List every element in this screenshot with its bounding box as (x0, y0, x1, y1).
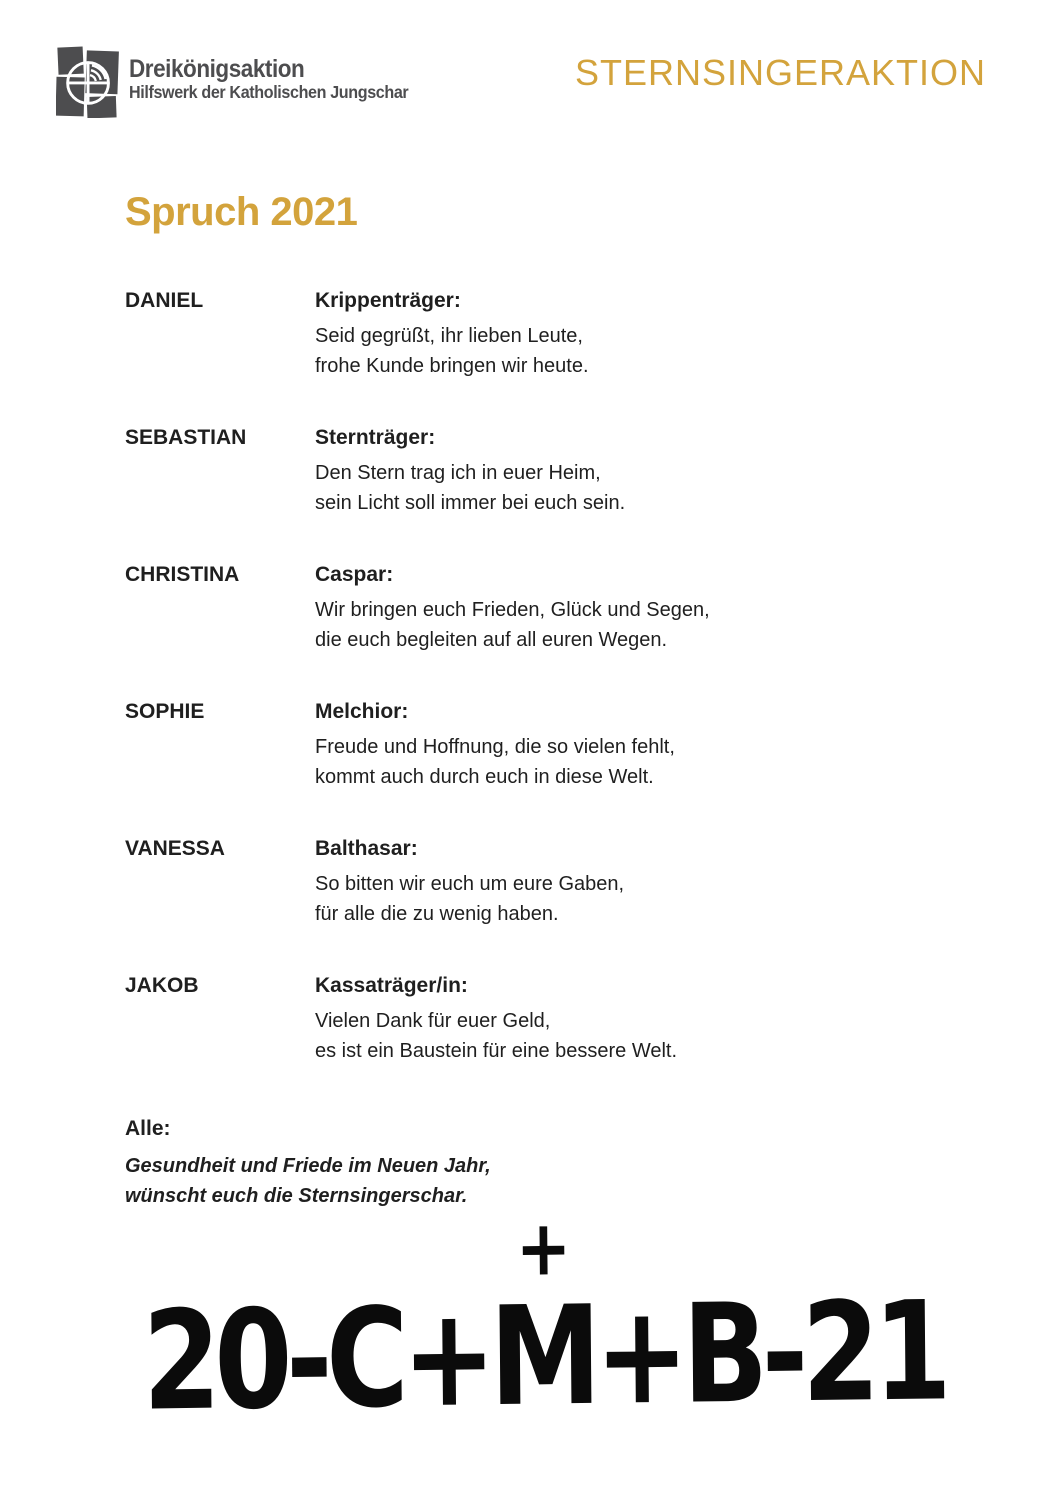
page-title: Spruch 2021 (125, 190, 358, 234)
speaker-name: DANIEL (125, 289, 204, 312)
verse-line: frohe Kunde bringen wir heute. (315, 355, 589, 377)
speaker-name: CHRISTINA (125, 563, 240, 586)
verse-line: für alle die zu wenig haben. (315, 903, 559, 925)
verse-lines (315, 321, 955, 381)
all-block (125, 1116, 955, 1211)
chalk-right: +B-21 (594, 1271, 946, 1436)
chalk-blessing-line (142, 1202, 946, 1442)
verse-lines (315, 458, 955, 518)
speaker-role: Melchior: (315, 700, 409, 723)
verse-line: So bitten wir euch um eure Gaben, (315, 873, 625, 895)
speaker-name: SOPHIE (125, 700, 205, 723)
speaker-role: Balthasar: (315, 837, 418, 860)
all-lines (125, 1151, 955, 1211)
speaker-role: Caspar: (315, 563, 394, 586)
dka-logo-icon (56, 44, 124, 118)
verse-line: Den Stern trag ich in euer Heim, (315, 462, 601, 484)
cross-glyph: + (515, 1202, 572, 1293)
verse-line: Wir bringen euch Frieden, Glück und Segen, (315, 599, 710, 621)
chalk-left: 20-C+ (142, 1277, 491, 1442)
verse-block (125, 288, 955, 381)
campaign-title: STERNSINGERAKTION (574, 52, 986, 93)
verse-block (125, 836, 955, 929)
verse-lines (315, 869, 955, 929)
verse-block (125, 699, 955, 792)
logo-subtitle: Hilfswerk der Katholischen Jungschar (129, 82, 409, 102)
speaker-name: VANESSA (125, 837, 225, 860)
verse-line: kommt auch durch euch in diese Welt. (315, 766, 654, 788)
verse-line: Gesundheit und Friede im Neuen Jahr, (125, 1155, 491, 1177)
logo-text (129, 44, 433, 103)
organization-logo (56, 44, 433, 118)
verse-line: es ist ein Baustein für eine bessere Welt. (315, 1040, 678, 1062)
speaker-role: Kassaträger/in: (315, 974, 468, 997)
verse-line: die euch begleiten auf all euren Wegen. (315, 629, 668, 651)
verse-line: sein Licht soll immer bei euch sein. (315, 492, 626, 514)
verse-line: Seid gegrüßt, ihr lieben Leute, (315, 325, 583, 347)
speaker-name: SEBASTIAN (125, 426, 247, 449)
verse-block (125, 973, 955, 1066)
logo-title: Dreikönigsaktion (129, 55, 305, 83)
verse-line: Freude und Hoffnung, die so vielen fehlt, (315, 736, 675, 758)
verse-lines (315, 1006, 955, 1066)
chalk-blessing (142, 1202, 946, 1442)
all-label: Alle: (125, 1117, 171, 1140)
verse-lines (315, 595, 955, 655)
verse-content (125, 288, 955, 1211)
verse-block (125, 425, 955, 518)
chalk-m: M (488, 1276, 596, 1437)
verse-line: wünscht euch die Sternsingerschar. (125, 1185, 468, 1207)
speaker-name: JAKOB (125, 974, 199, 997)
chalk-m-wrap (488, 1202, 596, 1437)
verse-block (125, 562, 955, 655)
verse-line: Vielen Dank für euer Geld, (315, 1010, 551, 1032)
speaker-role: Sternträger: (315, 426, 436, 449)
speaker-role: Krippenträger: (315, 289, 461, 312)
verse-lines (315, 732, 955, 792)
